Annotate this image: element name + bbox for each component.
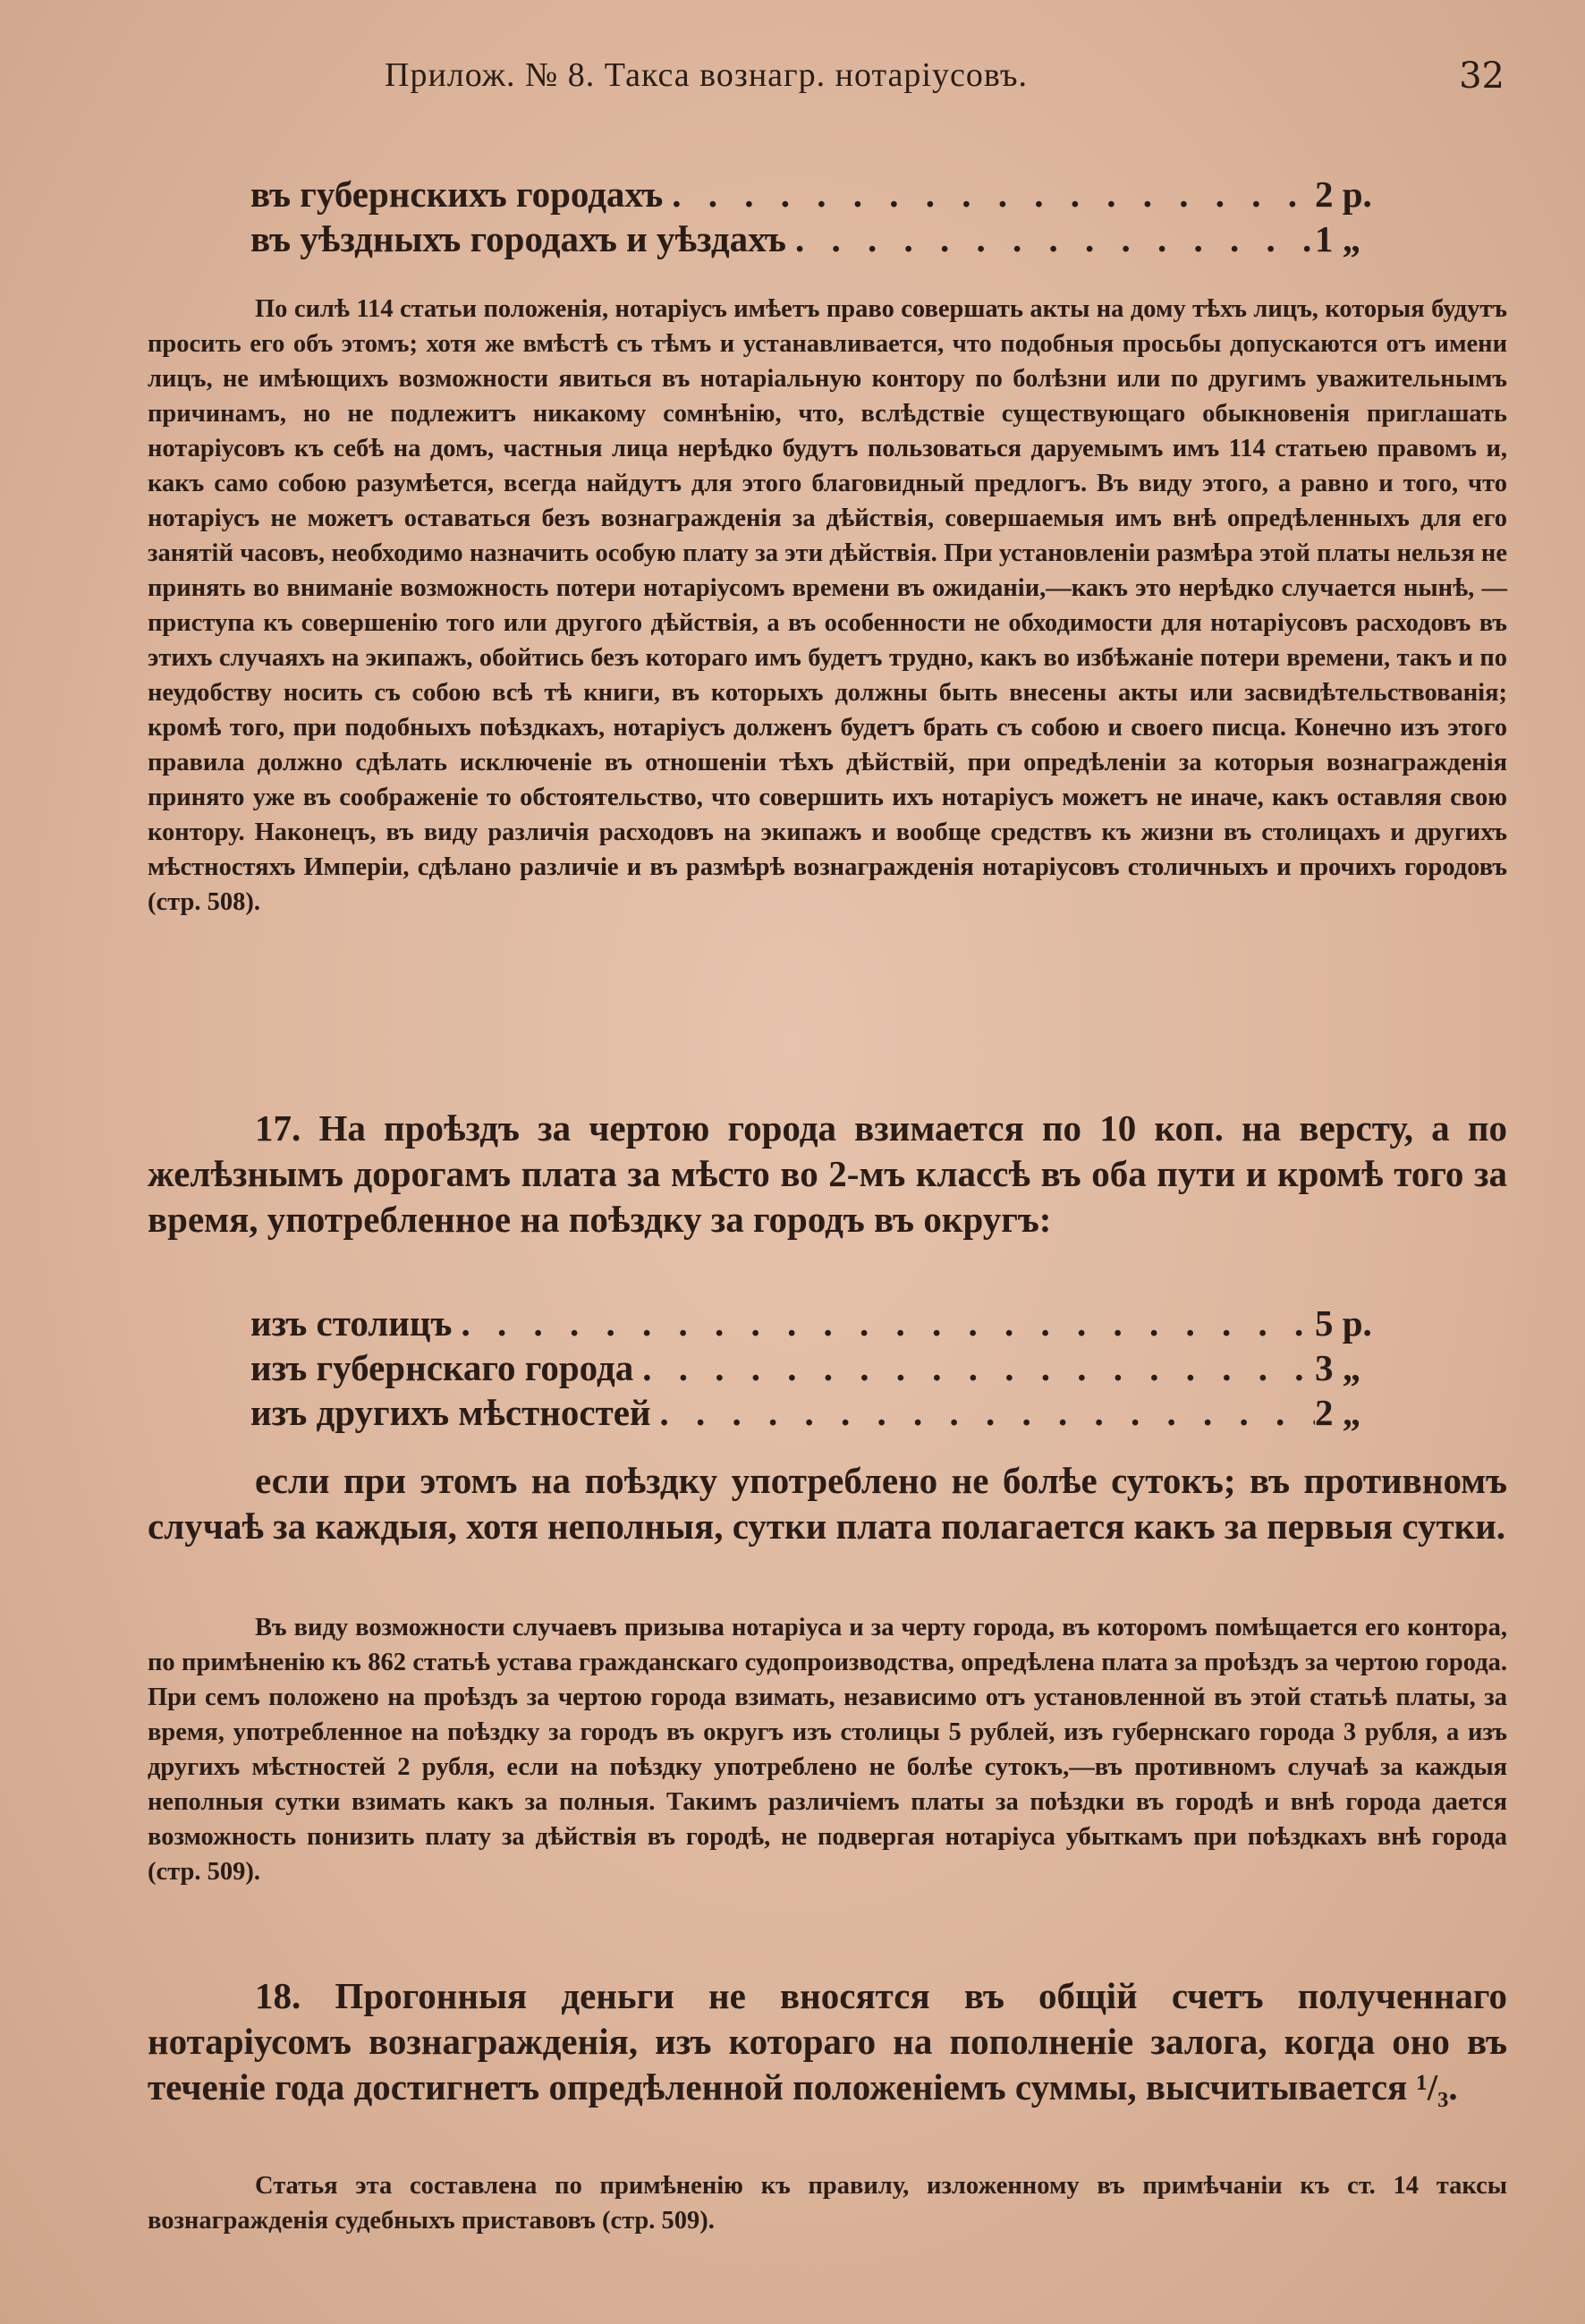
leader-dots: [452, 1301, 1315, 1346]
rate-label: изъ губернскаго города: [250, 1347, 634, 1388]
leader-dots: [633, 1345, 1315, 1391]
note-paragraph-2: Въ виду возможности случаевъ призыва нотаріуса и за черту города, въ которомъ помѣщается его контора, по примѣненію къ 862 статьѣ устава гражданскаго судопроизводства, опредѣлена плата за проѣздъ за чертою города. При семъ положено на проѣздъ за чертою города взимать, независимо отъ установленной въ этой статьѣ платы, за время, употребленное на поѣздку за городъ въ округъ изъ столицы 5 рублей, изъ губернскаго города 3 рубля, а изъ другихъ мѣстностей 2 рубля, если на поѣздку употреблено не болѣе сутокъ,—въ противномъ случаѣ за каждыя неполныя сутки взимать какъ за полныя. Такимъ различіемъ платы за поѣздки въ городѣ и внѣ города дается возможность понизить плату за дѣйствія въ городѣ, не подвергая нотаріуса убыткамъ при поѣздкахъ внѣ города (стр. 509).: [148, 1614, 1507, 1886]
rate-row: [250, 1301, 1413, 1345]
section-17-continuation: если при этомъ на поѣздку употреблено не болѣе сутокъ; въ противномъ случаѣ за каждыя, хотя неполныя, сутки плата полагается какъ за первыя сутки.: [148, 1460, 1507, 1547]
rate-amount: 3 „: [1315, 1347, 1361, 1388]
rate-amount: 1 „: [1315, 218, 1361, 259]
rate-label: изъ столицъ: [250, 1302, 453, 1344]
note-paragraph-3: Статья эта составлена по примѣненію къ правилу, изложенному въ примѣчаніи къ ст. 14 таксы вознагражденія судебныхъ приставовъ (стр. 509).: [148, 2172, 1507, 2235]
rate-row: [250, 1345, 1413, 1390]
running-header: [152, 55, 1504, 109]
leader-dots: [786, 216, 1315, 262]
note-paragraph-1: По силѣ 114 статьи положенія, нотаріусъ имѣетъ право совершать акты на дому тѣхъ лицъ, которыя будутъ просить его объ этомъ; хотя же вмѣстѣ съ тѣмъ и устанавливается, что подобныя просьбы допускаются отъ имени лицъ, не имѣющихъ возможности явиться въ нотаріальную контору по болѣзни или по другимъ уважительнымъ причинамъ, но не подлежитъ никакому сомнѣнію, что, вслѣдствіе существующаго обыкновенія приглашать нотаріусовъ къ себѣ на домъ, частныя лица нерѣдко будутъ пользоваться даруемымъ имъ 114 статьею правомъ и, какъ само собою разумѣется, всегда найдутъ для этого благовидный предлогъ. Въ виду этого, а равно и того, что нотаріусъ не можетъ оставаться безъ вознагражденія за дѣйствія, совершаемыя имъ внѣ опредѣленныхъ для его занятій часовъ, необходимо назначить особую плату за эти дѣйствія. При установленіи размѣра этой платы нельзя не принять во вниманіе возможность потери нотаріусомъ времени въ ожиданіи,—какъ это нерѣдко случается нынѣ, — приступа къ совершенію того или другого дѣйствія, а въ особенности не обходимости для нотаріусовъ расходовъ въ этихъ случаяхъ на экипажъ, обойтись безъ котораго имъ будетъ трудно, какъ во избѣжаніе потери времени, такъ и по неудобству носить съ собою всѣ тѣ книги, въ которыхъ должны быть внесены акты или засвидѣтельствованія; кромѣ того, при подобныхъ поѣздкахъ, нотаріусъ долженъ будетъ брать съ собою и своего писца. Конечно изъ этого правила должно сдѣлать исключеніе въ отношеніи тѣхъ дѣйствій, при опредѣленіи за которыя вознагражденія принято уже въ соображеніе то обстоятельство, что совершить ихъ нотаріусъ можетъ не иначе, какъ оставляя свою контору. Наконецъ, въ виду различія расходовъ на экипажъ и вообще средствъ къ жизни въ столицахъ и другихъ мѣстностяхъ Имперіи, сдѣлано различіе и въ размѣрѣ вознагражденія нотаріусовъ столичныхъ и прочихъ городовъ (стр. 508).: [148, 295, 1507, 916]
page-number: 32: [1459, 55, 1504, 97]
rate-row: [250, 1390, 1413, 1435]
leader-dots: [651, 1390, 1315, 1436]
rate-row: [250, 172, 1413, 216]
rate-label: въ губернскихъ городахъ: [250, 174, 664, 215]
section-17: 17. На проѣздъ за чертою города взимается по 10 коп. на версту, а по желѣзнымъ дорогамъ плата за мѣсто во 2-мъ классѣ въ оба пути и кромѣ того за время, употребленное на поѣздку за городъ въ округъ:: [148, 1107, 1507, 1240]
rate-amount: 2 р.: [1315, 174, 1372, 215]
section-18: 18. Прогонныя деньги не вносятся въ общій счетъ полученнаго нотаріусомъ вознагражденія, изъ котораго на пополненіе залога, когда оно въ теченіе года достигнетъ опредѣленной положеніемъ суммы, высчитывается ¹/₃.: [148, 1975, 1507, 2108]
rate-label: изъ другихъ мѣстностей: [250, 1392, 651, 1433]
rate-row: [250, 216, 1413, 261]
rate-label: въ уѣздныхъ городахъ и уѣздахъ: [250, 218, 786, 259]
header-title: Прилож. № 8. Такса вознагр. нотаріусовъ.: [385, 56, 1028, 94]
rate-amount: 5 р.: [1315, 1302, 1372, 1344]
leader-dots: [663, 172, 1315, 217]
rate-amount: 2 „: [1315, 1392, 1361, 1433]
